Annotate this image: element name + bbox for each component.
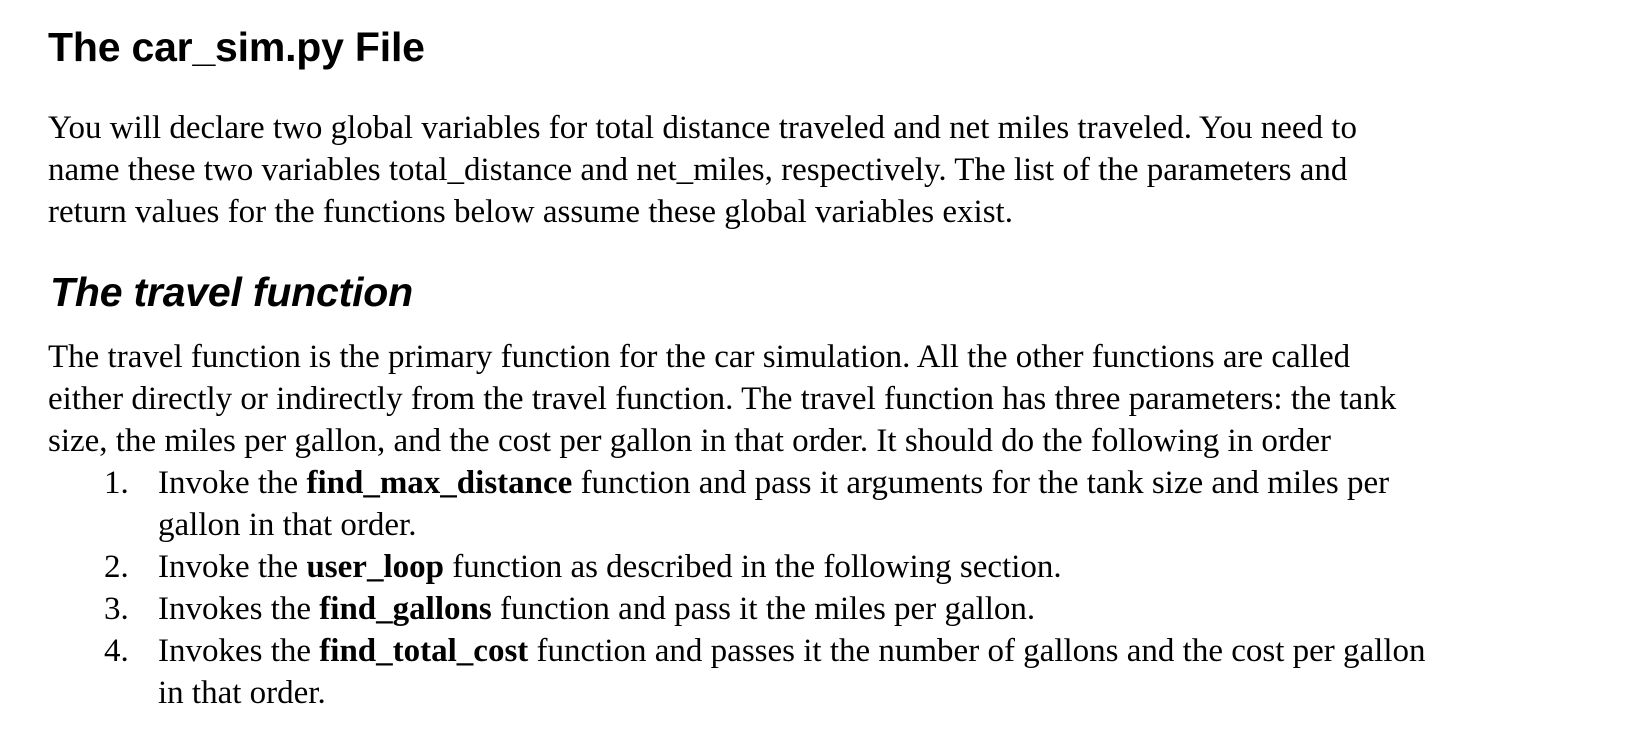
list-item — [48, 588, 1628, 630]
steps-list — [48, 462, 1628, 714]
list-item — [48, 630, 1628, 714]
intro-line: You will declare two global variables for total distance traveled and net miles traveled. You need to — [48, 110, 1357, 146]
intro-line: return values for the functions below assume these global variables exist. — [48, 194, 1013, 230]
section-line: The travel function is the primary function for the car simulation. All the other functions are called — [48, 339, 1351, 375]
list-item — [48, 462, 1628, 546]
step-suffix: function and pass it the miles per gallon. — [491, 591, 1036, 627]
function-name: find_max_distance — [306, 465, 573, 501]
list-number: 2. — [104, 549, 129, 585]
list-number: 3. — [104, 591, 129, 627]
page-title: The car_sim.py File — [48, 24, 425, 70]
section-line: size, the miles per gallon, and the cost per gallon in that order. It should do the following in order — [48, 423, 1332, 459]
step-suffix: function and passes it the number of gallons and the cost per gallon — [528, 633, 1426, 669]
list-line — [158, 546, 1628, 588]
list-continuation: in that order. — [158, 675, 326, 711]
section-line: either directly or indirectly from the travel function. The travel function has three parameters: the tank — [48, 381, 1397, 417]
step-prefix: Invoke the — [158, 549, 307, 585]
list-line — [158, 588, 1628, 630]
intro-paragraph — [48, 107, 1618, 233]
step-prefix: Invoke the — [158, 465, 307, 501]
function-name: find_gallons — [319, 591, 492, 627]
function-name: user_loop — [306, 549, 444, 585]
step-prefix: Invokes the — [158, 591, 320, 627]
list-line — [158, 630, 1628, 672]
step-suffix: function as described in the following section. — [443, 549, 1062, 585]
list-number: 4. — [104, 633, 129, 669]
list-number: 1. — [104, 465, 129, 501]
intro-line: name these two variables total_distance and net_miles, respectively. The list of the parameters and — [48, 152, 1348, 188]
list-line — [158, 462, 1628, 504]
section-heading: The travel function — [50, 269, 413, 315]
function-name: find_total_cost — [319, 633, 529, 669]
list-item — [48, 546, 1628, 588]
step-prefix: Invokes the — [158, 633, 320, 669]
list-continuation: gallon in that order. — [158, 507, 417, 543]
section-paragraph — [48, 336, 1618, 462]
step-suffix: function and pass it arguments for the tank size and miles per — [572, 465, 1390, 501]
